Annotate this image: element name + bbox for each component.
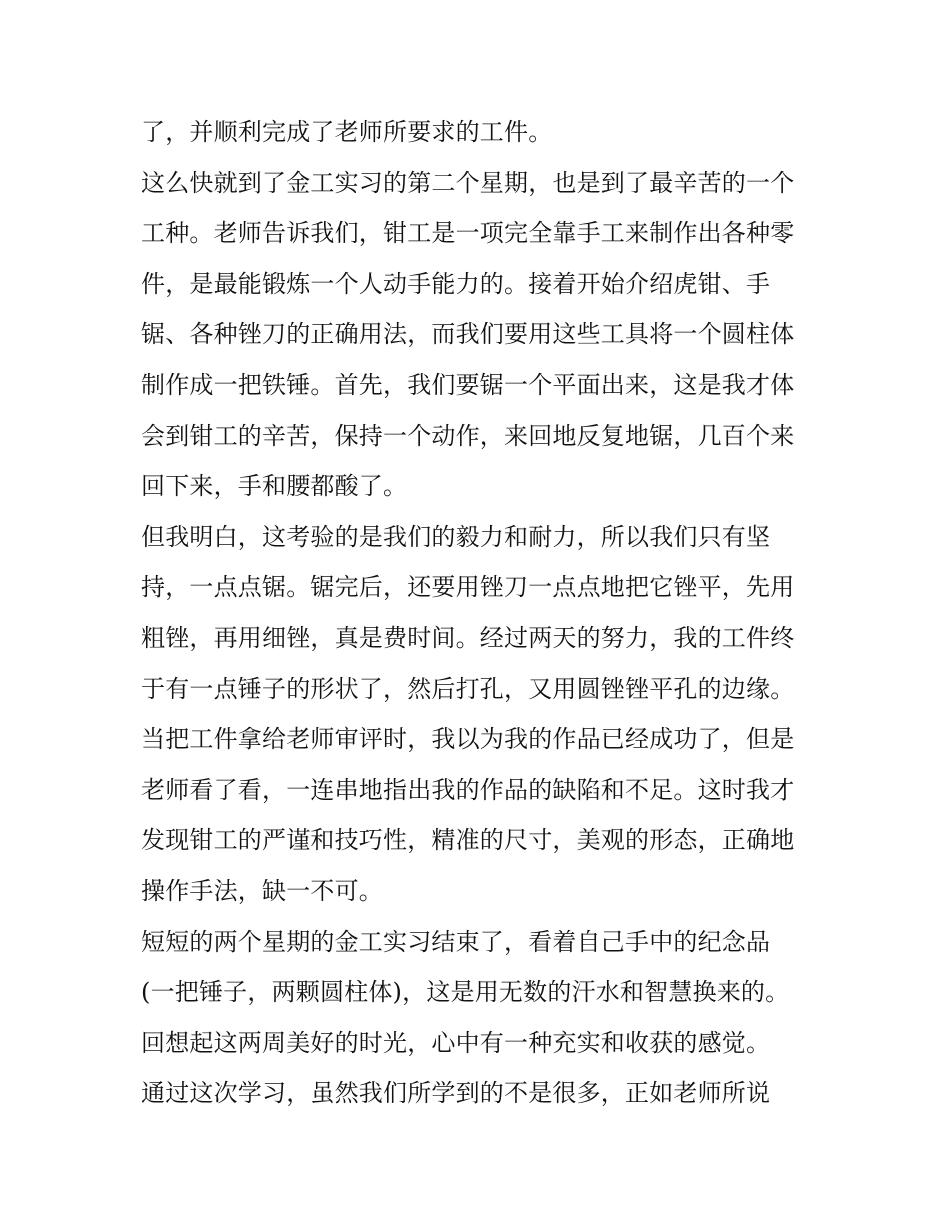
text-line: 件，是最能锻炼一个人动手能力的。接着开始介绍虎钳、手 <box>141 269 771 298</box>
text-line: (一把锤子，两颗圆柱体)，这是用无数的汗水和智慧换来的。 <box>141 978 790 1007</box>
text-line: 老师看了看，一连串地指出我的作品的缺陷和不足。这时我才 <box>141 775 795 804</box>
text-line: 操作手法，缺一不可。 <box>141 876 383 905</box>
text-line: 工种。老师告诉我们，钳工是一项完全靠手工来制作出各种零 <box>141 219 795 248</box>
text-line: 会到钳工的辛苦，保持一个动作，来回地反复地锯，几百个来 <box>141 421 795 450</box>
text-line: 回想起这两周美好的时光，心中有一种充实和收获的感觉。 <box>141 1028 771 1057</box>
text-line: 于有一点锤子的形状了，然后打孔，又用圆锉锉平孔的边缘。 <box>141 674 795 703</box>
text-line: 粗锉，再用细锉，真是费时间。经过两天的努力，我的工件终 <box>141 623 795 652</box>
text-line: 这么快就到了金工实习的第二个星期，也是到了最辛苦的一个 <box>141 168 795 197</box>
text-line: 锯、各种锉刀的正确用法，而我们要用这些工具将一个圆柱体 <box>141 320 795 349</box>
text-line: 短短的两个星期的金工实习结束了，看着自己手中的纪念品 <box>141 927 771 956</box>
text-line: 制作成一把铁锤。首先，我们要锯一个平面出来，这是我才体 <box>141 370 795 399</box>
text-line: 但我明白，这考验的是我们的毅力和耐力，所以我们只有坚 <box>141 522 771 551</box>
text-line: 当把工件拿给老师审评时，我以为我的作品已经成功了，但是 <box>141 725 795 754</box>
text-line: 发现钳工的严谨和技巧性，精准的尺寸，美观的形态，正确地 <box>141 826 795 855</box>
text-line: 持，一点点锯。锯完后，还要用锉刀一点点地把它锉平，先用 <box>141 573 795 602</box>
text-line: 了，并顺利完成了老师所要求的工件。 <box>141 118 553 146</box>
body-text <box>141 107 831 1119</box>
text-line: 通过这次学习，虽然我们所学到的不是很多，正如老师所说 <box>141 1079 771 1108</box>
text-line: 回下来，手和腰都酸了。 <box>141 472 408 501</box>
